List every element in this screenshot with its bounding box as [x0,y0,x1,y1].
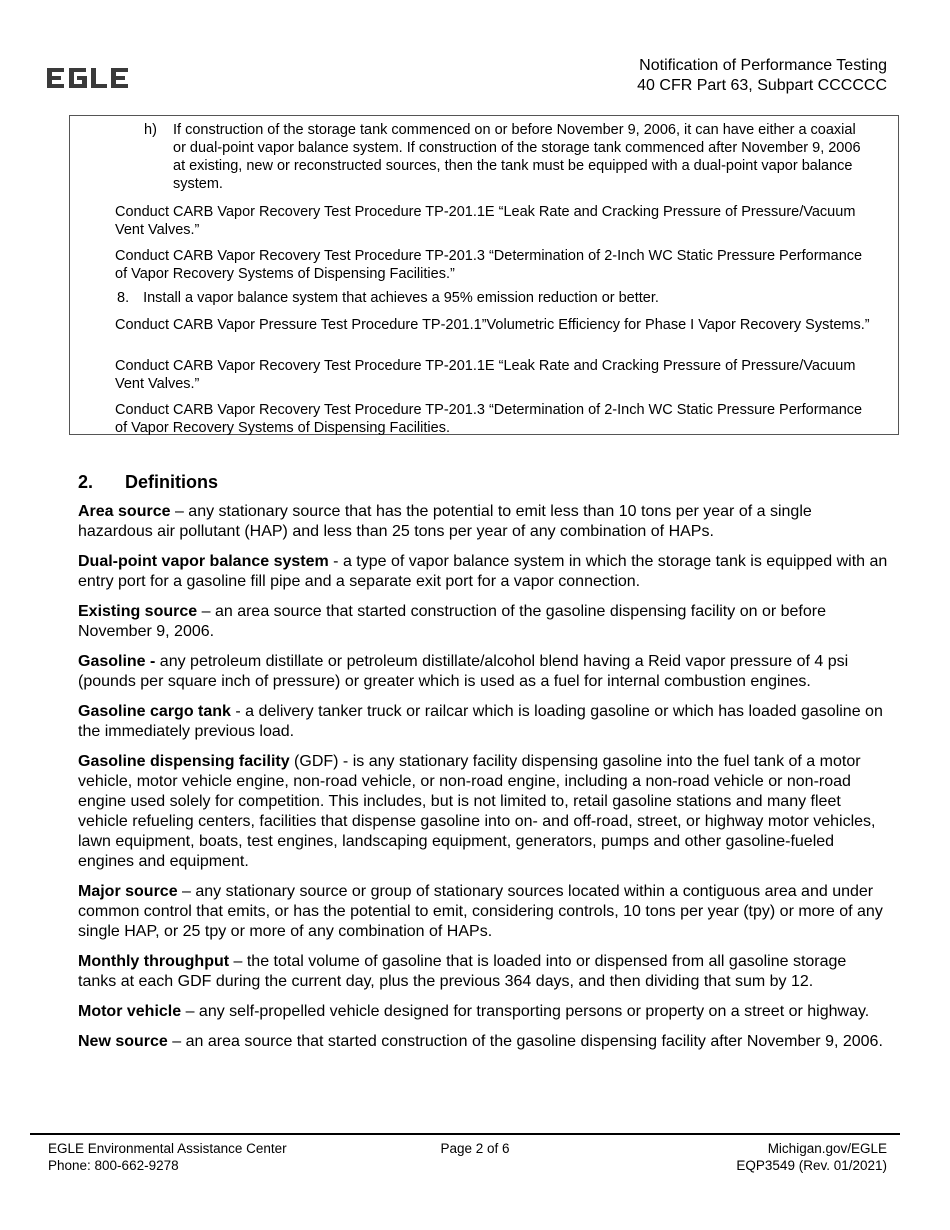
definition-text: - a delivery tanker truck or railcar which is loading gasoline or which has loaded gasoline on the immediately previous load. [78,703,883,740]
definition-text: – an area source that started construction of the gasoline dispensing facility after November 9, 2006. [167,1033,883,1050]
definition-item [78,752,888,872]
definition-term: Major source [78,883,178,900]
requirements-box [69,115,899,435]
definition-text: – any stationary source that has the potential to emit less than 10 tons per year of a single hazardous air pollutant (HAP) and less than 25 tons per year of any combination of HAPs. [78,503,812,540]
definition-term: Dual-point vapor balance system [78,553,329,570]
item-8-label: 8. [117,290,130,306]
definition-item [78,502,888,542]
definition-term: Gasoline - [78,653,156,670]
test-procedure-4: Conduct CARB Vapor Recovery Test Procedure TP-201.1E “Leak Rate and Cracking Pressure of Pressure/Vacuum Vent Valves.” [115,358,856,392]
footer-org: EGLE Environmental Assistance Center [48,1141,287,1156]
definition-term: Existing source [78,603,198,620]
definitions-list [78,502,888,1062]
definition-term: Motor vehicle [78,1003,182,1020]
definition-item [78,882,888,942]
page-number: Page 2 of 6 [440,1141,510,1156]
item-h-text: If construction of the storage tank commenced on or before November 9, 2006, it can have either a coaxial or dual-point vapor balance system. If construction of the storage tank commenced after November 9, 2006 at existing, new or reconstructed sources, then the tank must be equipped with a dual-point vapor balance system. [173,122,861,192]
item-8-text: Install a vapor balance system that achieves a 95% emission reduction or better. [143,290,659,306]
footer-website: Michigan.gov/EGLE [767,1141,887,1156]
test-procedure-3: Conduct CARB Vapor Pressure Test Procedure TP-201.1”Volumetric Efficiency for Phase I Vapor Recovery Systems.” [115,317,870,333]
definition-text: – an area source that started construction of the gasoline dispensing facility on or before November 9, 2006. [78,603,826,640]
definition-item [78,1002,888,1022]
definition-item [78,702,888,742]
definition-text: - a type of vapor balance system in which the storage tank is equipped with an entry port for a gasoline fill pipe and a separate exit port for a vapor connection. [78,553,888,590]
definition-item [78,652,888,692]
test-procedure-1: Conduct CARB Vapor Recovery Test Procedure TP-201.1E “Leak Rate and Cracking Pressure of Pressure/Vacuum Vent Valves.” [115,204,856,238]
section-heading [78,472,218,493]
item-8 [117,289,659,307]
definition-text: – the total volume of gasoline that is loaded into or dispensed from all gasoline storage tanks at each GDF during the current day, plus the previous 364 days, and then dividing that sum by 12. [78,953,847,990]
section-number: 2. [78,472,94,492]
definition-item [78,552,888,592]
item-h-label: h) [144,122,157,138]
definition-term: Area source [78,503,171,520]
footer-divider [30,1133,900,1135]
definition-term: Gasoline dispensing facility [78,753,290,770]
title-line-1: Notification of Performance Testing [639,57,887,74]
footer-phone: Phone: 800-662-9278 [48,1158,179,1173]
definition-item [78,952,888,992]
definition-text: (GDF) - is any stationary facility dispensing gasoline into the fuel tank of a motor vehicle, motor vehicle engine, non-road vehicle, or non-road engine, including a non-road vehicle or non-road engine used solely for competition. This includes, but is not limited to, retail gasoline stations and many fleet vehicle refueling centers, facilities that dispense gasoline into on- and off-road, street, or highway motor vehicles, lawn equipment, boats, test engines, landscaping equipment, generators, pumps and other gasoline-fueled engines and equipment. [78,753,876,870]
test-procedure-5: Conduct CARB Vapor Recovery Test Procedure TP-201.3 “Determination of 2-Inch WC Static Pressure Performance of Vapor Recovery Systems of Dispensing Facilities. [115,402,863,436]
footer-form-id: EQP3549 (Rev. 01/2021) [736,1158,887,1173]
definition-item [78,1032,888,1052]
definition-term: Gasoline cargo tank [78,703,231,720]
definition-item [78,602,888,642]
definition-text: – any stationary source or group of stationary sources located within a contiguous area and under common control that emits, or has the potential to emit, considering controls, 10 tons per year (tpy) or more of any single HAP, or 25 tpy or more of any combination of HAPs. [78,883,883,940]
definition-text: – any self-propelled vehicle designed for transporting persons or property on a street or highway. [181,1003,870,1020]
definition-term: Monthly throughput [78,953,230,970]
logo-text: EGLE [88,82,91,83]
section-title: Definitions [125,472,218,492]
definition-term: New source [78,1033,168,1050]
definition-text: any petroleum distillate or petroleum distillate/alcohol blend having a Reid vapor pressure of 4 psi (pounds per square inch of pressure) or greater which is used as a fuel for internal combustion engines. [78,653,849,690]
test-procedure-2: Conduct CARB Vapor Recovery Test Procedure TP-201.3 “Determination of 2-Inch WC Static Pressure Performance of Vapor Recovery Systems of Dispensing Facilities.” [115,248,863,282]
title-line-2: 40 CFR Part 63, Subpart CCCCCC [637,77,887,94]
document-title [637,56,887,96]
footer-right [736,1140,887,1174]
egle-logo [47,62,129,94]
